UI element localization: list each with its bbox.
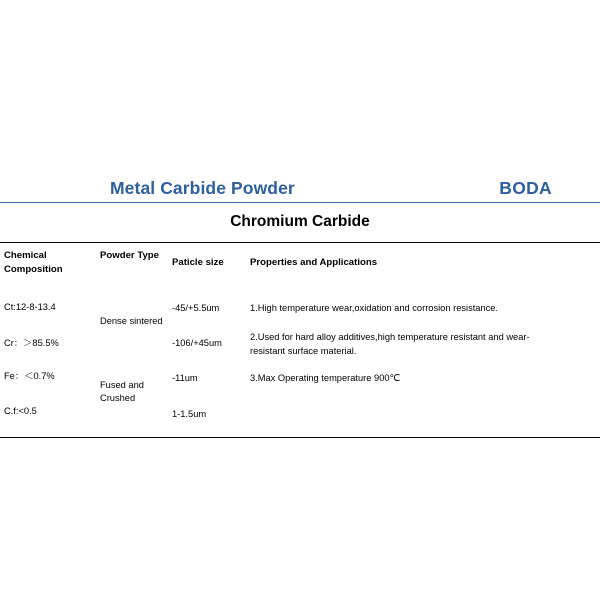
- table-cell-property: 3.Max Operating temperature 900℃: [250, 373, 400, 383]
- table-top-border: [0, 242, 600, 243]
- table-cell-chemical-composition: Cr：＞85.5%: [4, 338, 59, 348]
- column-header-chemical-composition: Chemical Composition: [4, 250, 63, 275]
- column-header-powder-type: Powder Type: [100, 250, 159, 261]
- table-cell-chemical-composition: C.f:<0.5: [4, 406, 37, 416]
- table-cell-particle-size: -11um: [172, 373, 198, 383]
- column-header-properties: Properties and Applications: [250, 257, 378, 268]
- table-cell-property: 1.High temperature wear,oxidation and corrosion resistance.: [250, 303, 499, 313]
- column-header-particle-size: Paticle size: [172, 257, 224, 268]
- table-cell-chemical-composition: Fe：＜0.7%: [4, 371, 55, 381]
- table-cell-particle-size: 1-1.5um: [172, 409, 207, 419]
- header-divider: [0, 202, 600, 203]
- table-cell-property: 2.Used for hard alloy additives,high temperature resistant and wear-resistant surface material.: [250, 332, 530, 356]
- table-cell-powder-type: Fused and Crushed: [100, 380, 144, 403]
- table-cell-chemical-composition: Ct:12-8-13.4: [4, 302, 56, 312]
- table-cell-particle-size: -45/+5.5um: [172, 303, 220, 313]
- header-title: Metal Carbide Powder: [110, 178, 295, 198]
- table-bottom-border: [0, 437, 600, 438]
- document-header: [0, 178, 600, 208]
- table-cell-particle-size: -106/+45um: [172, 338, 222, 348]
- brand-logo-text: BODA: [499, 178, 552, 198]
- table-cell-powder-type: Dense sintered: [100, 316, 163, 326]
- page-title: Chromium Carbide: [230, 213, 370, 230]
